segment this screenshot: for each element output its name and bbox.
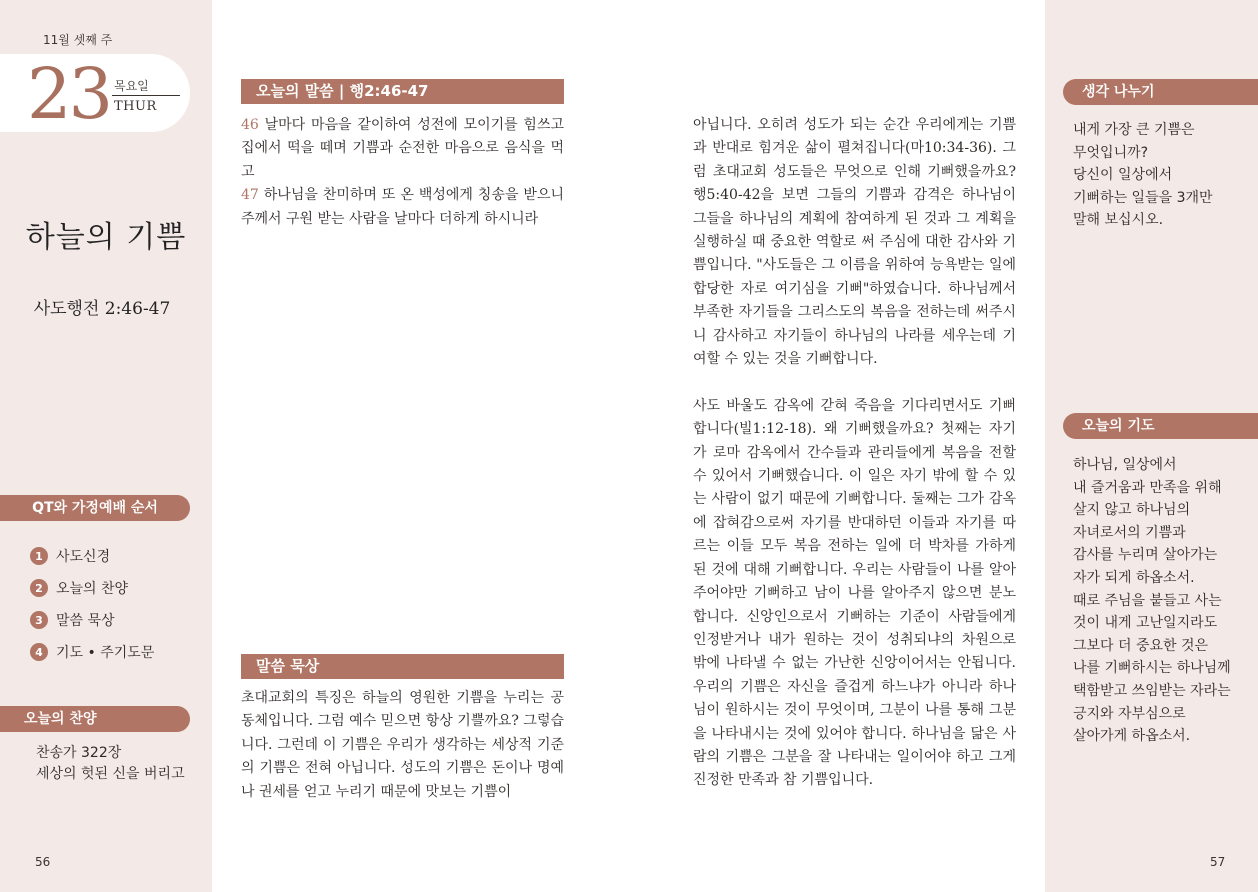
- hymn-info: [36, 743, 185, 785]
- list-item-label: 기도 • 주기도문: [56, 645, 155, 661]
- page-number-right: 57: [1210, 855, 1226, 869]
- prayer-line: 때로 주님을 붙들고 사는: [1073, 592, 1222, 609]
- word-heading: 오늘의 말씀 | 행2:46-47: [241, 79, 564, 104]
- day-korean: 목요일: [114, 79, 149, 93]
- date-number: 23: [27, 53, 111, 135]
- prayer-text: [1073, 454, 1231, 748]
- meditation-paragraph: 아닙니다. 오히려 성도가 되는 순간 우리에게는 기쁨과 반대로 힘겨운 삶이 펼쳐집니다(마10:34-36). 그럼 초대교회 성도들은 무엇으로 인해 기뻐했을까요? 행5:40-42을 보면 그들의 기쁨과 감격은 하나님이 그들을 하나님의 계획에 참여하게 된 것과 그 계획을 실행하실 때 중요한 역할로 써 주심에 대한 감사와 기쁨입니다. "사도들은 그 이름을 위하여 능욕받는 일에 합당한 자로 여기심을 기뻐"하였습니다. 하나님께서 부족한 자기들을 그리스도의 복음을 전하는데 써주시니 감사하고 자기들이 하나님의 나라를 세우는데 기여할 수 있는 것을 기뻐합니다.: [693, 117, 1016, 368]
- sharing-line: 내게 가장 큰 기쁨은: [1073, 122, 1195, 138]
- number-badge: 3: [30, 611, 48, 629]
- meditation-intro: 초대교회의 특징은 하늘의 영원한 기쁨을 누리는 공동체입니다. 그럼 예수 믿으면 항상 기쁠까요? 그렇습니다. 그런데 이 기쁨은 우리가 생각하는 세상적 기준의 기쁨은 전혀 아닙니다. 성도의 기쁨은 돈이나 명예나 권세를 얻고 누리기 때문에 맛보는 기쁨이: [241, 690, 564, 800]
- scripture-reference: 사도행전 2:46-47: [33, 299, 171, 319]
- prayer-line: 긍지와 자부심으로: [1073, 705, 1186, 722]
- prayer-line: 자녀로서의 기쁨과: [1073, 524, 1186, 541]
- prayer-heading: 오늘의 기도: [1063, 413, 1258, 439]
- page-number-left: 56: [35, 855, 51, 869]
- list-item-label: 말씀 묵상: [56, 613, 115, 629]
- prayer-line: 것이 내게 고난일지라도: [1073, 615, 1218, 632]
- prayer-line: 자가 되게 하옵소서.: [1073, 569, 1195, 586]
- meditation-body: [693, 114, 1016, 793]
- prayer-line: 살아가게 하옵소서.: [1073, 728, 1191, 745]
- hymn-title: 세상의 헛된 신을 버리고: [36, 766, 185, 782]
- week-label: 11월 셋째 주: [43, 33, 113, 47]
- scripture-text: [241, 114, 564, 231]
- prayer-line: 감사를 누리며 살아가는: [1073, 547, 1218, 564]
- prayer-line: 내 즐거움과 만족을 위해: [1073, 479, 1222, 496]
- prayer-line: 택함받고 쓰임받는 자라는: [1073, 682, 1231, 699]
- meditation-paragraph: 사도 바울도 감옥에 갇혀 죽음을 기다리면서도 기뻐합니다(빌1:12-18). 왜 기뻐했을까요? 첫째는 자기가 로마 감옥에서 간수들과 관리들에게 복음을 전할 수 있어서 기뻐했습니다. 이 일은 자기 밖에 할 수 있는 사람이 없기 때문에 기뻐합니다. 둘째는 그가 감옥에 잡혀감으로써 자기를 반대하던 이들과 자기를 따르는 이들 모두 복음 전하는 일에 더 박차를 가하게 된 것에 대해 기뻐합니다. 우리는 사람들이 나를 알아주어야만 기뻐하고 남이 나를 알아주지 않으면 분노합니다. 신앙인으로서 기뻐하는 기준이 사람들에게 인정받거나 내가 원하는 것이 성취되냐의 차원으로 밖에 나타낼 수 없는 가난한 신앙이어서는 안됩니다. 우리의 기쁨은 자신을 즐겁게 하느냐가 아니라 하나님이 원하시는 것이 무엇이며, 그분이 나를 통해 그분을 나타내시는 것에 있어야 합니다. 하나님을 닮은 사람의 기쁨은 그분을 잘 나타내는 일이어야 하고 그게 진정한 만족과 참 기쁨입니다.: [693, 397, 1016, 789]
- list-item: [30, 540, 154, 572]
- sharing-line: 당신이 일상에서: [1073, 167, 1173, 184]
- sharing-text: [1073, 119, 1213, 232]
- verse-text: 날마다 마음을 같이하여 성전에 모이기를 힘쓰고 집에서 떡을 떼며 기쁨과 순전한 마음으로 음식을 먹고: [241, 117, 564, 180]
- prayer-line: 그보다 더 중요한 것은: [1073, 637, 1209, 654]
- verse-number: 47: [241, 187, 259, 204]
- number-badge: 2: [30, 579, 48, 597]
- number-badge: 4: [30, 643, 48, 661]
- verse-text: 하나님을 찬미하며 또 온 백성에게 칭송을 받으니 주께서 구원 받는 사람을 날마다 더하게 하시니라: [241, 187, 564, 227]
- sharing-line: 무엇입니까?: [1073, 144, 1149, 161]
- sharing-line: 기뻐하는 일들을 3개만: [1073, 189, 1213, 206]
- prayer-line: 살지 않고 하나님의: [1073, 502, 1191, 519]
- order-section-heading: QT와 가정예배 순서: [0, 495, 190, 521]
- hymn-number: 찬송가 322장: [36, 745, 122, 761]
- day-english: THUR: [114, 99, 157, 114]
- list-item: [30, 572, 154, 604]
- number-badge: 1: [30, 547, 48, 565]
- prayer-line: 나를 기뻐하시는 하나님께: [1073, 660, 1231, 677]
- list-item: [30, 636, 154, 668]
- list-item-label: 사도신경: [56, 549, 111, 565]
- sharing-line: 말해 보십시오.: [1073, 212, 1164, 229]
- meditation-heading: 말씀 묵상: [241, 654, 564, 679]
- list-item: [30, 604, 154, 636]
- day-divider: [112, 95, 180, 96]
- verse-number: 46: [241, 117, 259, 133]
- list-item-label: 오늘의 찬양: [56, 581, 129, 597]
- page-title: 하늘의 기쁨: [25, 220, 187, 255]
- sharing-heading: 생각 나누기: [1063, 79, 1258, 105]
- order-list: [30, 540, 154, 668]
- hymn-section-heading: 오늘의 찬양: [0, 706, 190, 732]
- prayer-line: 하나님, 일상에서: [1073, 457, 1177, 473]
